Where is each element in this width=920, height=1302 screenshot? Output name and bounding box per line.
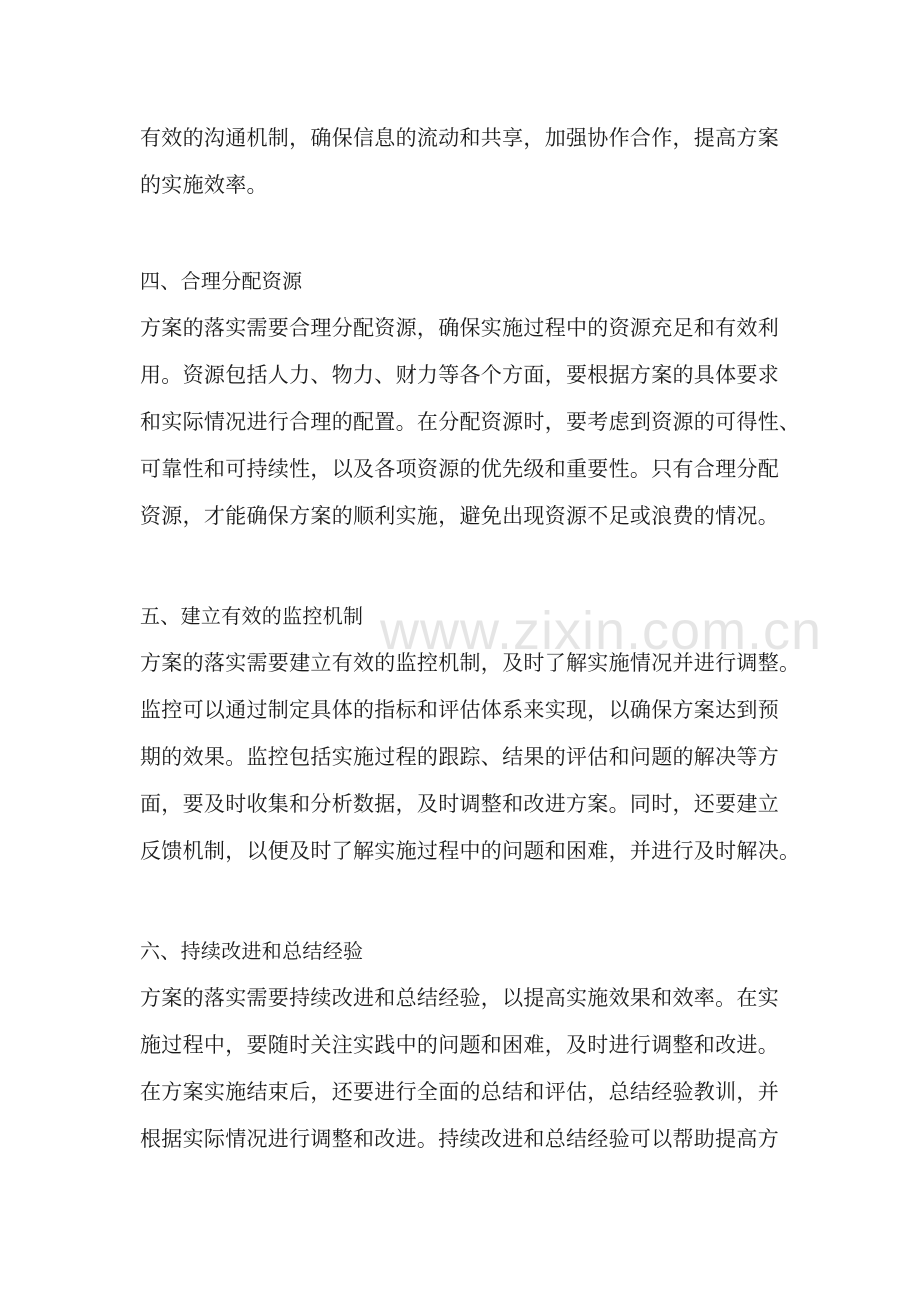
paragraph-line: 用。资源包括人力、物力、财力等各个方面，要根据方案的具体要求 — [140, 363, 779, 387]
paragraph-line: 和实际情况进行合理的配置。在分配资源时，要考虑到资源的可得性、 — [140, 410, 801, 434]
paragraph-line: 在方案实施结束后，还要进行全面的总结和评估，总结经验教训，并 — [140, 1080, 779, 1104]
watermark: www.zixin.com.cn — [380, 601, 823, 661]
paragraph-line: 方案的落实需要持续改进和总结经验，以提高实施效果和效率。在实 — [140, 986, 779, 1010]
section-heading: 五、建立有效的监控机制 — [140, 604, 364, 628]
paragraph-line: 监控可以通过制定具体的指标和评估体系来实现，以确保方案达到预 — [140, 698, 779, 722]
paragraph-line: 可靠性和可持续性，以及各项资源的优先级和重要性。只有合理分配 — [140, 457, 779, 481]
paragraph-line: 方案的落实需要合理分配资源，确保实施过程中的资源充足和有效利 — [140, 316, 779, 340]
paragraph-line: 施过程中，要随时关注实践中的问题和困难，及时进行调整和改进。 — [140, 1033, 779, 1057]
section-heading: 四、合理分配资源 — [140, 269, 303, 293]
section-heading: 六、持续改进和总结经验 — [140, 939, 364, 963]
paragraph-line: 资源，才能确保方案的顺利实施，避免出现资源不足或浪费的情况。 — [140, 504, 779, 528]
paragraph-line: 根据实际情况进行调整和改进。持续改进和总结经验可以帮助提高方 — [140, 1127, 779, 1151]
paragraph-line: 方案的落实需要建立有效的监控机制，及时了解实施情况并进行调整。 — [140, 651, 801, 675]
paragraph-line: 有效的沟通机制，确保信息的流动和共享，加强协作合作，提高方案 — [140, 126, 779, 150]
paragraph-line: 期的效果。监控包括实施过程的跟踪、结果的评估和问题的解决等方 — [140, 745, 779, 769]
paragraph-line: 面，要及时收集和分析数据，及时调整和改进方案。同时，还要建立 — [140, 792, 779, 816]
paragraph-line: 反馈机制，以便及时了解实施过程中的问题和困难，并进行及时解决。 — [140, 839, 801, 863]
paragraph-line: 的实施效率。 — [140, 173, 268, 197]
